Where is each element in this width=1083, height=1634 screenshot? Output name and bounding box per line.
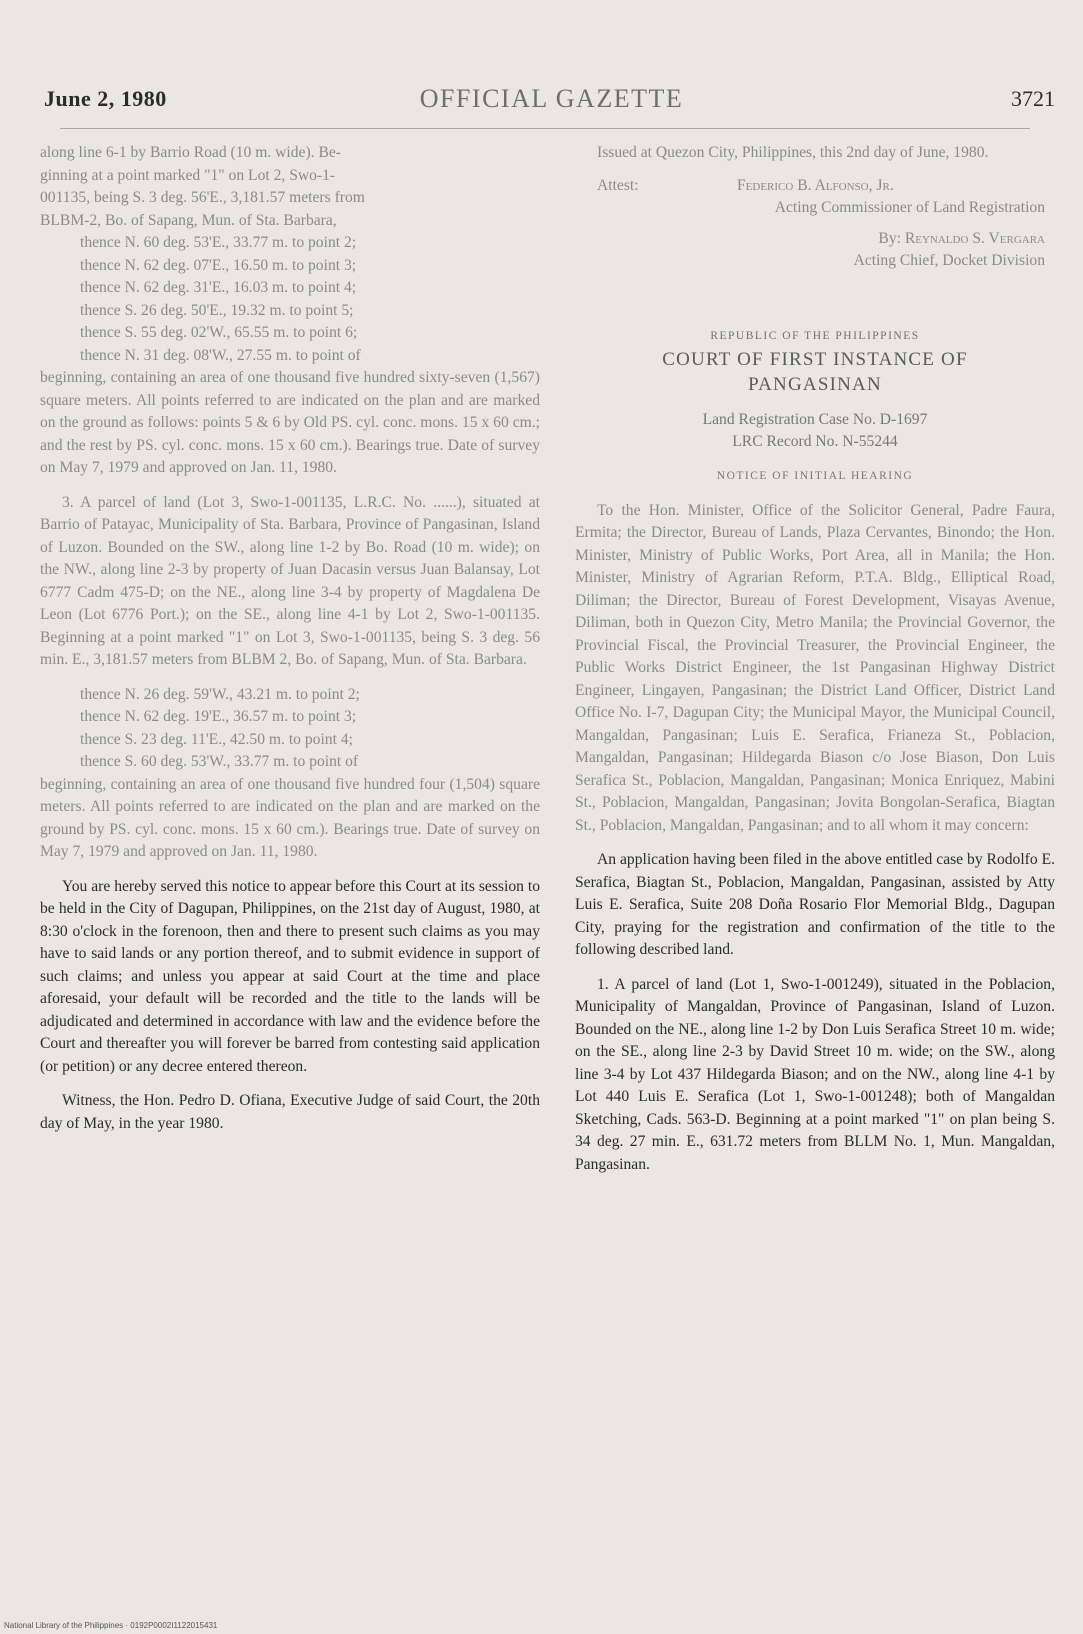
record-number: LRC Record No. N-55244 xyxy=(732,433,898,450)
bearing-line: thence N. 62 deg. 31'E., 16.03 m. to point 4; xyxy=(80,279,357,296)
publication-title: OFFICIAL GAZETTE xyxy=(419,84,684,113)
court-heading-line-2: PANGASINAN xyxy=(748,374,882,395)
by-label: By: xyxy=(878,229,901,247)
page-number: 3721 xyxy=(1011,86,1055,111)
by-name: Reynaldo S. Vergara xyxy=(904,229,1045,247)
notice-title: NOTICE OF INITIAL HEARING xyxy=(716,470,914,482)
header-rule xyxy=(60,128,1030,129)
bearing-line: thence N. 31 deg. 08'W., 27.55 m. to point of xyxy=(80,346,361,364)
left-column xyxy=(40,142,540,1135)
attest-title: Acting Commissioner of Land Registration xyxy=(774,199,1045,216)
application-paragraph: An application having been filed in the above entitled case by Rodolfo E. Serafica, Biagtan St., Poblacion, Mangaldan, Pangasinan, assisted by Atty Luis E. Serafica, Suite 208 Doña Rosario Flor Memorial Bldg., Dagupan City, praying for the registration and confirmation of the title to the following described land. xyxy=(575,851,1055,958)
bearing-line: thence S. 60 deg. 53'W., 33.77 m. to point of xyxy=(80,753,359,770)
attest-block xyxy=(575,175,1055,273)
bearing-line: thence N. 26 deg. 59'W., 43.21 m. to point 2; xyxy=(80,685,360,703)
survey-para-1-line: along line 6-1 by Barrio Road (10 m. wide). Be- xyxy=(40,144,341,161)
bearing-line: thence S. 23 deg. 11'E., 42.50 m. to point 4; xyxy=(80,730,353,748)
notice-paragraph: You are hereby served this notice to appear before this Court at its session to be held in the City of Dagupan, Philippines, on the 21st day of August, 1980, at 8:30 o'clock in the forenoon, then and there to present such claims as you may have to said lands or any portion thereof, and to submit evidence in support of such claims; and unless you appear at said Court at the time and place aforesaid, your default will be recorded and the title to the lands will be adjudicated and determined in accordance with law and the evidence before the Court and thereafter you will forever be barred from contesting said application (or petition) or any decree entered thereon. xyxy=(40,877,540,1075)
issue-date: June 2, 1980 xyxy=(44,86,167,111)
court-heading-line-1: COURT OF FIRST INSTANCE OF xyxy=(662,349,968,370)
bearing-line: thence N. 62 deg. 07'E., 16.50 m. to point 3; xyxy=(80,256,357,274)
issued-line: Issued at Quezon City, Philippines, this 2nd day of June, 1980. xyxy=(597,144,989,161)
page-header xyxy=(40,84,1063,118)
by-title: Acting Chief, Docket Division xyxy=(853,252,1045,269)
attest-label: Attest: xyxy=(597,176,639,194)
bearing-line: thence S. 26 deg. 50'E., 19.32 m. to point 5; xyxy=(80,301,354,319)
witness-paragraph: Witness, the Hon. Pedro D. Ofiana, Executive Judge of said Court, the 20th day of May, in the year 1980. xyxy=(40,1092,540,1132)
bearing-line: thence N. 60 deg. 53'E., 33.77 m. to point 2; xyxy=(80,234,357,251)
parcel-3-tail: beginning, containing an area of one thousand five hundred four (1,504) square meters. All points referred to are indicated on the plan and are marked on the ground by PS. cyl. conc. mons. 15 x 60 cm.). Bearings true. Date of survey on May 7, 1979 and approved on Jan. 11, 1980. xyxy=(40,775,540,860)
right-column xyxy=(575,142,1055,1176)
case-number: Land Registration Case No. D-1697 xyxy=(702,411,928,428)
bearing-line: thence N. 62 deg. 19'E., 36.57 m. to point 3; xyxy=(80,708,357,725)
republic-heading: REPUBLIC OF THE PHILIPPINES xyxy=(710,329,920,342)
addressees-paragraph: To the Hon. Minister, Office of the Solicitor General, Padre Faura, Ermita; the Director, Bureau of Lands, Plaza Cervantes, Binondo; the Hon. Minister, Ministry of Public Works, Port Area, all in Manila; the Hon. Minister, Ministry of Agrarian Reform, P.T.A. Bldg., Elliptical Road, Diliman; the Director, Bureau of Forest Development, Visayas Avenue, Diliman, both in Quezon City, Metro Manila; the Provincial Governor, the Provincial Fiscal, the Provincial Treasurer, the Provincial Engineer, the Public Works District Engineer, the 1st Pangasinan Highway District Engineer, Lingayen, Pangasinan; the District Land Officer, District Land Office No. I-7, Dagupan City; the Municipal Mayor, the Municipal Council, Mangaldan, Pangasinan; Luis E. Serafica, Frianeza St., Poblacion, Mangaldan, Pangasinan; Hildegarda Biason c/o Jose Biason, Don Luis Serafica St., Poblacion, Mangaldan, Pangasinan; Monica Enriquez, Mabini St., Poblacion, Mangaldan, Pangasinan; Jovita Bongolan-Serafica, Biagtan St., Poblacion, Mangaldan, Pangasinan; and to all whom it may concern: xyxy=(575,501,1055,834)
bearing-line: thence S. 55 deg. 02'W., 65.55 m. to point 6; xyxy=(80,324,358,341)
survey-para-1-line: 001135, being S. 3 deg. 56'E., 3,181.57 meters from xyxy=(40,189,365,206)
attest-name: Federico B. Alfonso, Jr. xyxy=(737,176,894,194)
parcel-1-paragraph: 1. A parcel of land (Lot 1, Swo-1-001249), situated in the Poblacion, Municipality of Mangaldan, Province of Pangasinan, Island of Luzon. Bounded on the NE., along line 1-2 by Don Luis Serafica Street 10 m. wide; on the SE., along line 2-3 by David Street 10 m. wide; on the SW., along line 3-4 by Lot 437 Hildegarda Biason; and on the NW., along line 4-1 by Lot 440 Luis E. Serafica (Lot 1, Swo-1-001248); both of Mangaldan Sketching, Cads. 563-D. Beginning at a point marked "1" on plan being S. 34 deg. 27 min. E., 631.72 meters from BLLM No. 1, Mun. Mangaldan, Pangasinan. xyxy=(575,975,1055,1173)
library-footer: National Library of the Philippines · 0192P0002I1122015431 xyxy=(4,1621,218,1630)
survey-para-1-line: ginning at a point marked "1" on Lot 2, Swo-1- xyxy=(40,166,336,184)
survey-para-1-line: BLBM-2, Bo. of Sapang, Mun. of Sta. Barbara, xyxy=(40,211,337,229)
parcel-3-paragraph: 3. A parcel of land (Lot 3, Swo-1-001135, L.R.C. No. ......), situated at Barrio of Patayac, Municipality of Sta. Barbara, Province of Pangasinan, Island of Luzon. Bounded on the SW., along line 1-2 by Bo. Road (10 m. wide); on the NW., along line 2-3 by property of Juan Dacasin versus Juan Balansay, Lot 6777 Cadm 475-D; on the NE., along line 3-4 by property of Magdalena De Leon (Lot 6776 Port.); on the SE., along line 4-1 by Lot 2, Swo-1-001135. Beginning at a point marked "1" on Lot 3, Swo-1-001135, being S. 3 deg. 56 min. E., 3,181.57 meters from BLBM 2, Bo. of Sapang, Mun. of Sta. Barbara. xyxy=(40,493,540,668)
survey-para-1-tail: beginning, containing an area of one thousand five hundred sixty-seven (1,567) square meters. All points referred to are indicated on the plan and are marked on the ground as follows: points 5 & 6 by Old PS. cyl. conc. mons. 15 x 60 cm.; and the rest by PS. cyl. conc. mons. 15 x 60 cm.). Bearings true. Date of survey on May 7, 1979 and approved on Jan. 11, 1980. xyxy=(40,369,540,476)
